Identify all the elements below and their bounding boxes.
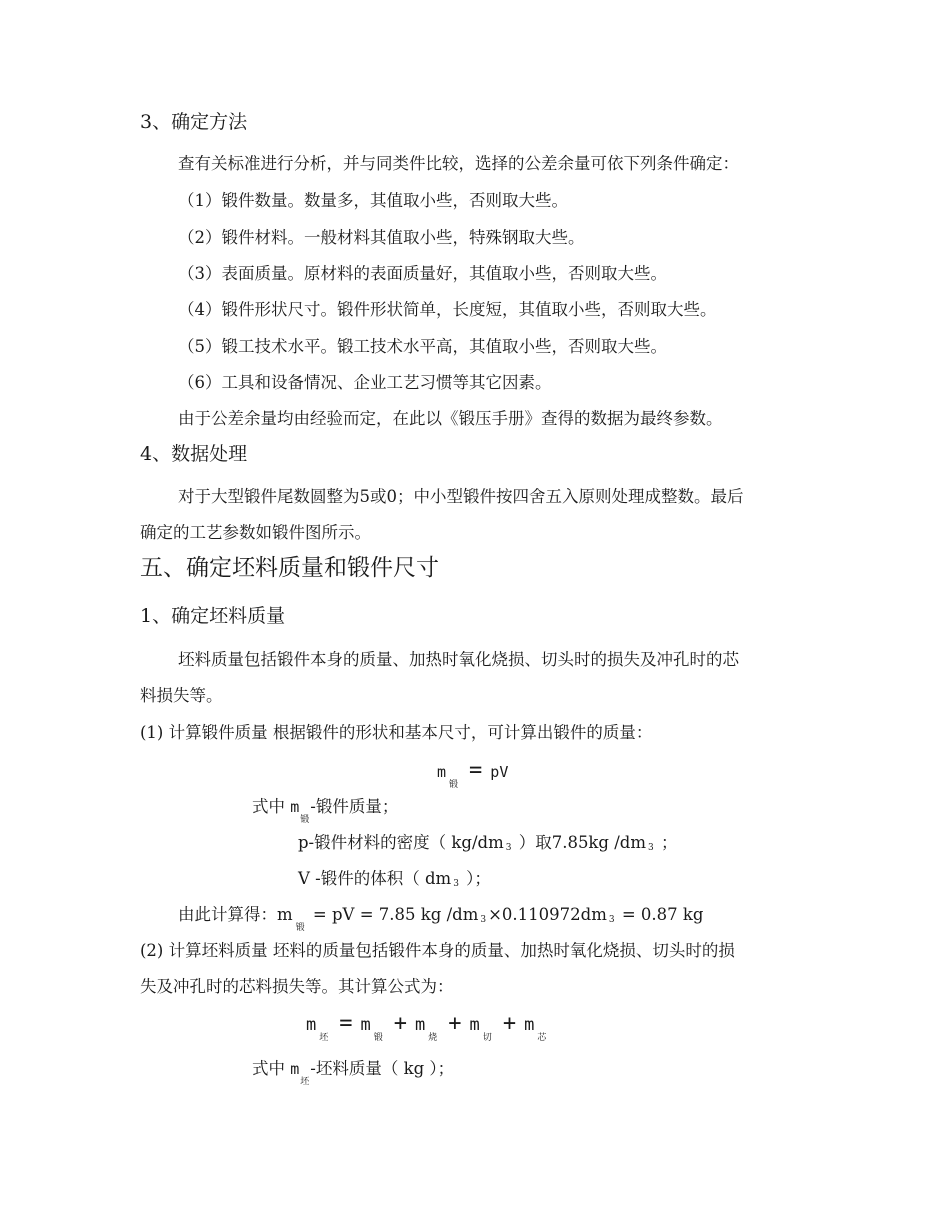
formula-subscript: 锻 xyxy=(373,1033,383,1043)
definition-text: -坯料质量（ kg ）； xyxy=(310,1059,455,1078)
definition-subscript: 锻 xyxy=(300,815,310,825)
formula-subscript: 切 xyxy=(482,1033,492,1043)
formula-subscript: 芯 xyxy=(537,1033,547,1043)
definition-density xyxy=(298,832,678,857)
formula-symbol: m xyxy=(306,1015,317,1035)
definition-volume xyxy=(298,868,491,893)
step-2-text-line: 失及冲孔时的芯料损失等。其计算公式为： xyxy=(140,977,454,996)
formula-subscript: 烧 xyxy=(428,1033,438,1043)
calc-subscript: 锻 xyxy=(295,923,305,933)
superscript: 3 xyxy=(648,843,654,853)
plus-sign: + xyxy=(393,1011,408,1036)
section-3-intro: 查有关标准进行分析，并与同类件比较，选择的公差余量可依下列条件确定： xyxy=(178,154,739,173)
step-2-text-line: (2) 计算坯料质量 坯料的质量包括锻件本身的质量、加热时氧化烧损、切头时的损 xyxy=(140,941,735,960)
section-5-1-heading: 1、确定坯料质量 xyxy=(140,605,286,627)
calc-text: 由此计算得：m xyxy=(178,905,293,924)
superscript: 3 xyxy=(453,879,459,889)
definition-text: V -锻件的体积（ dm xyxy=(298,869,452,888)
definition-text: -锻件质量； xyxy=(310,797,399,816)
blank-mass-formula xyxy=(306,1011,549,1043)
section-4-paragraph-line: 确定的工艺参数如锻件图所示。 xyxy=(140,523,371,542)
list-item: （4）锻件形状尺寸。锻件形状简单，长度短，其值取小些，否则取大些。 xyxy=(178,300,717,319)
list-item: （1）锻件数量。数量多，其值取小些，否则取大些。 xyxy=(178,191,568,210)
calc-text: = pV = 7.85 kg /dm xyxy=(307,905,479,924)
plus-sign: + xyxy=(448,1011,462,1036)
definition-symbol: m xyxy=(290,798,300,816)
calc-text: ×0.110972dm xyxy=(488,905,607,924)
where-label: 式中 xyxy=(252,1059,285,1078)
list-item: （6）工具和设备情况、企业工艺习惯等其它因素。 xyxy=(178,373,552,392)
formula-rhs: pV xyxy=(490,763,509,781)
section-3-heading: 3、确定方法 xyxy=(140,111,248,133)
list-item: （5）锻工技术水平。锻工技术水平高，其值取小些，否则取大些。 xyxy=(178,337,667,356)
step-1-text: (1) 计算锻件质量 根据锻件的形状和基本尺寸，可计算出锻件的质量： xyxy=(140,723,653,742)
section-4-heading: 4、数据处理 xyxy=(140,443,248,465)
mass-calculation xyxy=(178,904,704,933)
chapter-5-heading: 五、确定坯料质量和锻件尺寸 xyxy=(140,555,439,581)
superscript: 3 xyxy=(608,915,615,925)
definition-text: p-锻件材料的密度（ kg/dm xyxy=(298,833,504,852)
formula-subscript: 坯 xyxy=(319,1033,329,1043)
superscript: 3 xyxy=(505,843,512,853)
formula-symbol: m xyxy=(469,1015,480,1035)
formula-symbol: m xyxy=(415,1015,426,1035)
superscript: 3 xyxy=(480,915,487,925)
definition-mass xyxy=(252,796,399,825)
forging-mass-formula xyxy=(437,758,509,790)
section-4-paragraph-line: 对于大型锻件尾数圆整为5或0；中小型锻件按四舍五入原则处理成整数。最后 xyxy=(178,487,744,506)
list-item: （2）锻件材料。一般材料其值取小些，特殊钢取大些。 xyxy=(178,228,585,247)
formula-symbol: m xyxy=(360,1015,371,1035)
equals-sign: = xyxy=(339,1011,353,1036)
where-label: 式中 xyxy=(252,797,285,816)
definition-symbol: m xyxy=(290,1060,300,1078)
paragraph-line: 料损失等。 xyxy=(140,686,223,705)
section-3-conclusion: 由于公差余量均由经验而定，在此以《锻压手册》查得的数据为最终参数。 xyxy=(178,409,723,428)
calc-text: = 0.87 kg xyxy=(616,905,704,924)
formula-symbol: m xyxy=(524,1015,535,1035)
formula-subscript: 锻 xyxy=(449,780,459,790)
definition-blank-mass xyxy=(252,1058,455,1087)
formula-symbol: m xyxy=(437,763,447,781)
list-item: （3）表面质量。原材料的表面质量好，其值取小些，否则取大些。 xyxy=(178,264,667,283)
plus-sign: + xyxy=(502,1011,517,1036)
definition-text: ）； xyxy=(460,869,491,888)
equals-sign: = xyxy=(469,758,483,783)
definition-text: ； xyxy=(655,833,678,852)
paragraph-line: 坯料质量包括锻件本身的质量、加热时氧化烧损、切头时的损失及冲孔时的芯 xyxy=(178,650,739,669)
definition-subscript: 坯 xyxy=(300,1077,310,1087)
definition-text: ）取7.85kg /dm xyxy=(513,833,647,852)
